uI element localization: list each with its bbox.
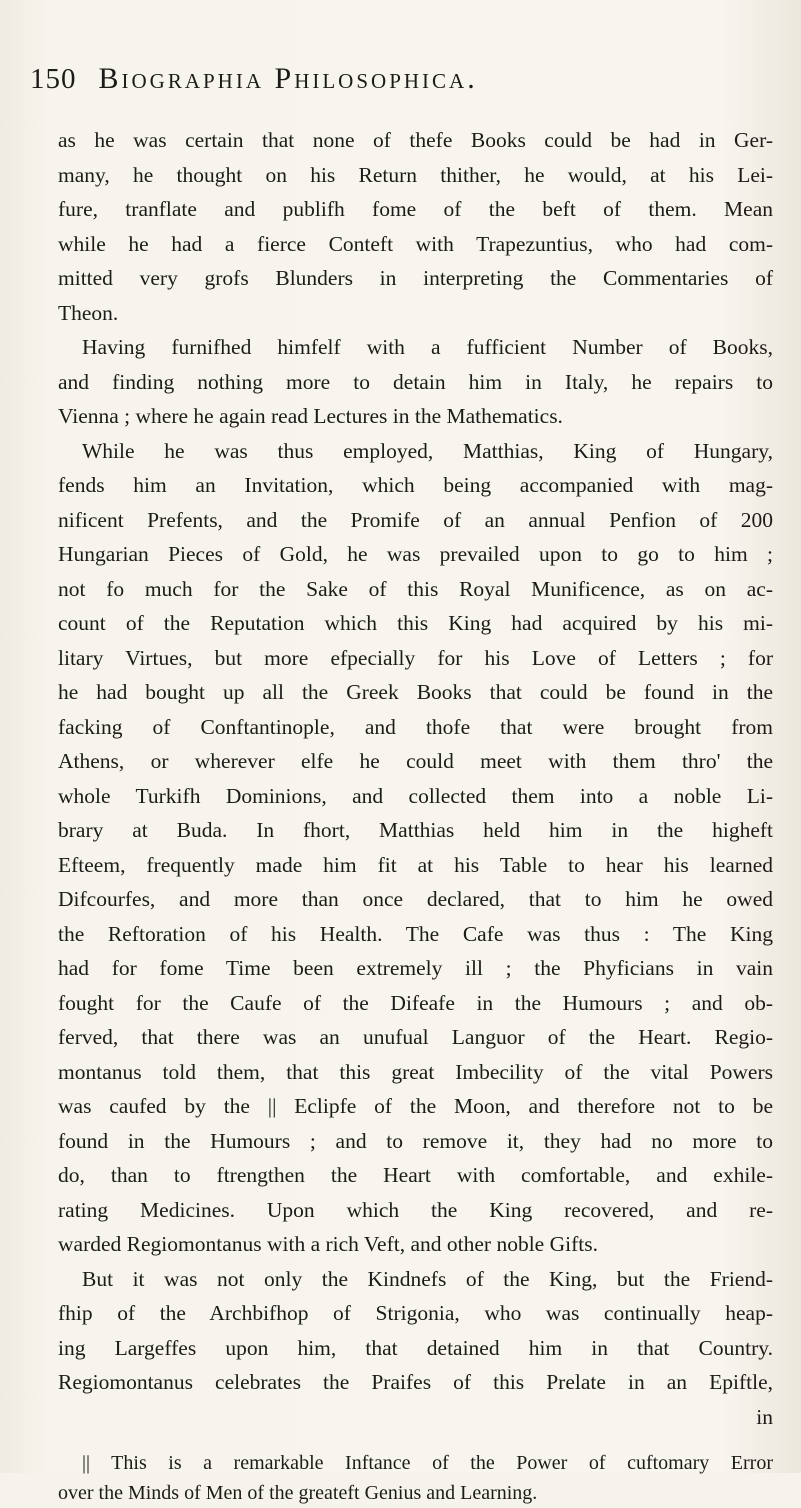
text-line: Regiomontanus celebrates the Praifes of this Prelate in an Epiftle, [58, 1370, 773, 1394]
text-line: whole Turkifh Dominions, and collected them into a noble Li- [58, 783, 773, 808]
text-line: found in the Humours ; and to remove it, they had no more to [58, 1128, 773, 1153]
text-line: brary at Buda. In fhort, Matthias held him in the higheft [58, 818, 773, 842]
text-line: do, than to ftrengthen the Heart with comfortable, and exhile- [58, 1163, 773, 1187]
text-line: while he had a fierce Conteft with Trapezuntius, who had com- [58, 231, 773, 256]
text-line: nificent Prefents, and the Promife of an annual Penfion of 200 [58, 507, 773, 532]
footnote-line: || This is a remarkable Inftance of the Power of cuftomary Error [82, 1452, 773, 1474]
text-line: he had bought up all the Greek Books that could be found in the [58, 680, 773, 704]
text-line: Theon. [58, 300, 119, 325]
text-line: litary Virtues, but more efpecially for his Love of Letters ; for [58, 645, 773, 670]
text-line: many, he thought on his Return thither, he would, at his Lei- [58, 162, 773, 187]
text-line: count of the Reputation which this King had acquired by his mi- [58, 611, 773, 635]
text-line: fure, tranflate and publifh fome of the beft of them. Mean [58, 197, 773, 221]
text-line: Having furnifhed himfelf with a fufficient Number of Books, [82, 335, 773, 359]
text-line: But it was not only the Kindnefs of the King, but the Friend- [82, 1266, 773, 1291]
running-head [30, 62, 790, 112]
text-line: Vienna ; where he again read Lectures in the Mathematics. [58, 404, 563, 428]
text-line: was caufed by the || Eclipfe of the Moon, and therefore not to be [58, 1094, 773, 1118]
text-line: ing Largeffes upon him, that detained him in that Country. [58, 1335, 773, 1360]
text-line: rating Medicines. Upon which the King recovered, and re- [58, 1197, 773, 1222]
text-line: not fo much for the Sake of this Royal Munificence, as on ac- [58, 576, 773, 601]
text-line: While he was thus employed, Matthias, King of Hungary, [82, 438, 773, 463]
text-line: facking of Conftantinople, and thofe that were brought from [58, 714, 773, 739]
text-line: fends him an Invitation, which being accompanied with mag- [58, 473, 773, 497]
text-line: ferved, that there was an unufual Languor of the Heart. Regio- [58, 1025, 773, 1049]
page-number: 150 [30, 63, 77, 95]
text-line: Difcourfes, and more than once declared, that to him he owed [58, 887, 773, 911]
text-line: as he was certain that none of thefe Books could be had in Ger- [58, 128, 773, 152]
footnote-separator [58, 1434, 773, 1448]
body-text [58, 123, 773, 1508]
text-line: montanus told them, that this great Imbecility of the vital Powers [58, 1059, 773, 1084]
running-head-title: Biographia Philosophica. [98, 62, 478, 95]
catchword: in [756, 1404, 773, 1429]
text-line: mitted very grofs Blunders in interpreting the Commentaries of [58, 266, 773, 290]
text-line: and finding nothing more to detain him in Italy, he repairs to [58, 369, 773, 394]
text-line: fhip of the Archbifhop of Strigonia, who was continually heap- [58, 1301, 773, 1325]
footnote-line: over the Minds of Men of the greateft Genius and Learning. [58, 1482, 538, 1504]
text-line: Athens, or wherever elfe he could meet with them thro' the [58, 749, 773, 773]
text-line: the Reftoration of his Health. The Cafe was thus : The King [58, 921, 773, 946]
text-line: had for fome Time been extremely ill ; the Phyficians in vain [58, 956, 773, 980]
text-line: Hungarian Pieces of Gold, he was prevailed upon to go to him ; [58, 542, 773, 566]
text-line: fought for the Caufe of the Difeafe in the Humours ; and ob- [58, 990, 773, 1015]
text-line: warded Regiomontanus with a rich Veft, and other noble Gifts. [58, 1232, 598, 1256]
text-line: Efteem, frequently made him fit at his Table to hear his learned [58, 852, 773, 877]
